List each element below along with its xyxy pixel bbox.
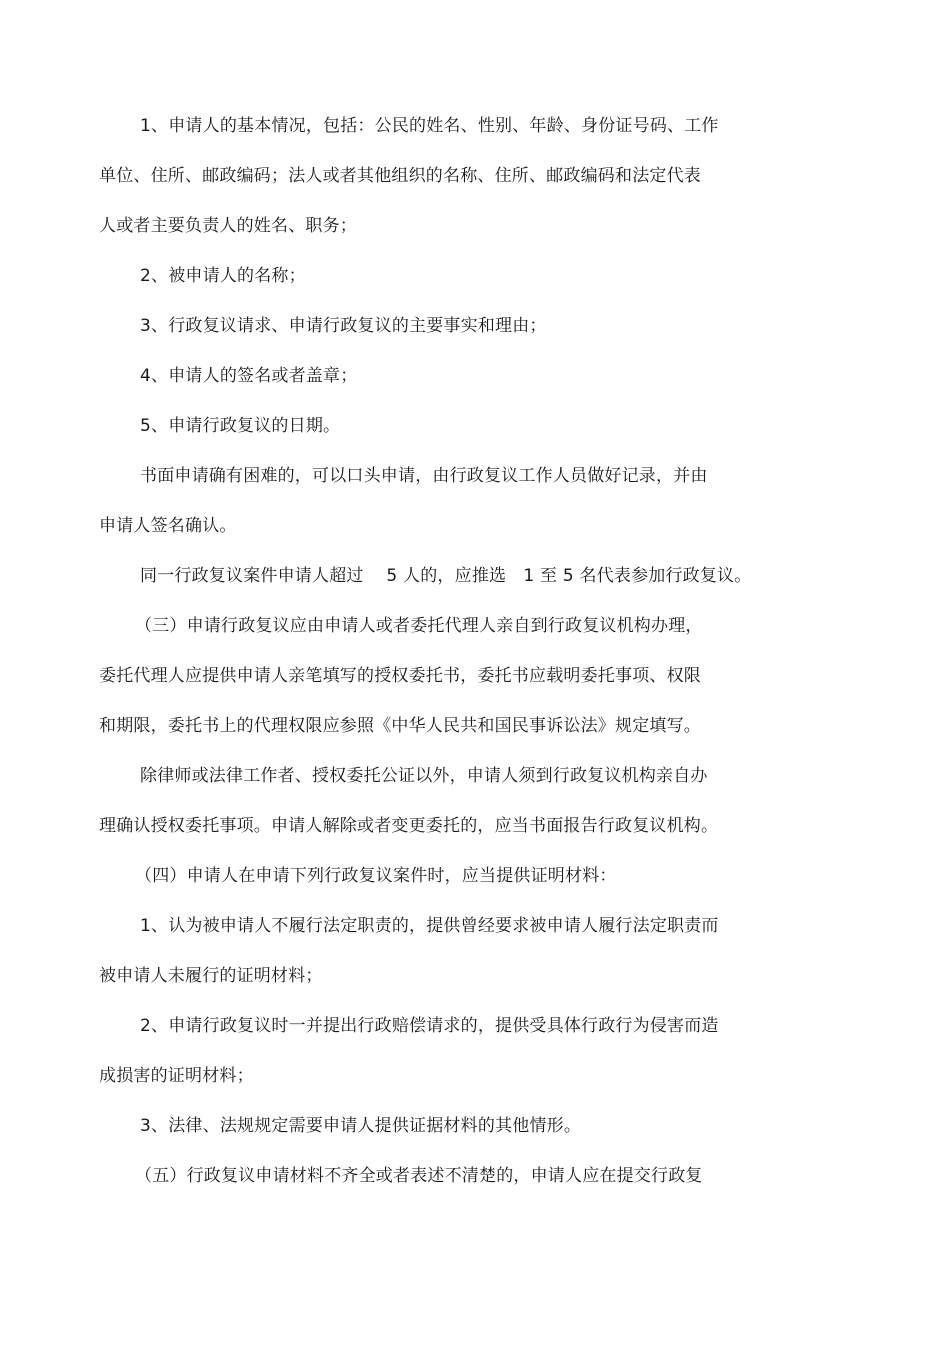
text-line: （四）申请人在申请下列行政复议案件时，应当提供证明材料： [135,866,617,886]
text-line: 4、申请人的签名或者盖章； [140,366,358,386]
text-line: 同一行政复议案件申请人超过 5 人的，应推选 1 至 5 名代表参加行政复议。 [140,566,752,586]
text-line: 5、申请行政复议的日期。 [140,416,341,436]
text-line: 和期限，委托书上的代理权限应参照《中华人民共和国民事诉讼法》规定填写。 [99,716,701,736]
text-line: （三）申请行政复议应由申请人或者委托代理人亲自到行政复议机构办理， [135,616,703,636]
text-line: 1、申请人的基本情况，包括：公民的姓名、性别、年龄、身份证号码、工作 [140,116,719,136]
text-line: 书面申请确有困难的，可以口头申请，由行政复议工作人员做好记录，并由 [140,466,708,486]
text-line: 成损害的证明材料； [99,1066,254,1086]
text-line: 3、法律、法规规定需要申请人提供证据材料的其他情形。 [140,1116,582,1136]
text-line: 2、被申请人的名称； [140,266,306,286]
text-line: 除律师或法律工作者、授权委托公证以外，申请人须到行政复议机构亲自办 [140,766,708,786]
text-line: 3、行政复议请求、申请行政复议的主要事实和理由； [140,316,547,336]
text-line: 申请人签名确认。 [99,516,237,536]
text-line: 被申请人未履行的证明材料； [99,966,323,986]
text-line: （五）行政复议申请材料不齐全或者表述不清楚的，申请人应在提交行政复 [135,1166,703,1186]
text-line: 理确认授权委托事项。申请人解除或者变更委托的，应当书面报告行政复议机构。 [99,816,719,836]
text-line: 委托代理人应提供申请人亲笔填写的授权委托书，委托书应载明委托事项、权限 [99,666,701,686]
text-line: 单位、住所、邮政编码；法人或者其他组织的名称、住所、邮政编码和法定代表 [99,166,701,186]
text-line: 2、申请行政复议时一并提出行政赔偿请求的，提供受具体行政行为侵害而造 [140,1016,719,1036]
text-line: 1、认为被申请人不履行法定职责的，提供曾经要求被申请人履行法定职责而 [140,916,719,936]
text-line: 人或者主要负责人的姓名、职务； [99,216,357,236]
